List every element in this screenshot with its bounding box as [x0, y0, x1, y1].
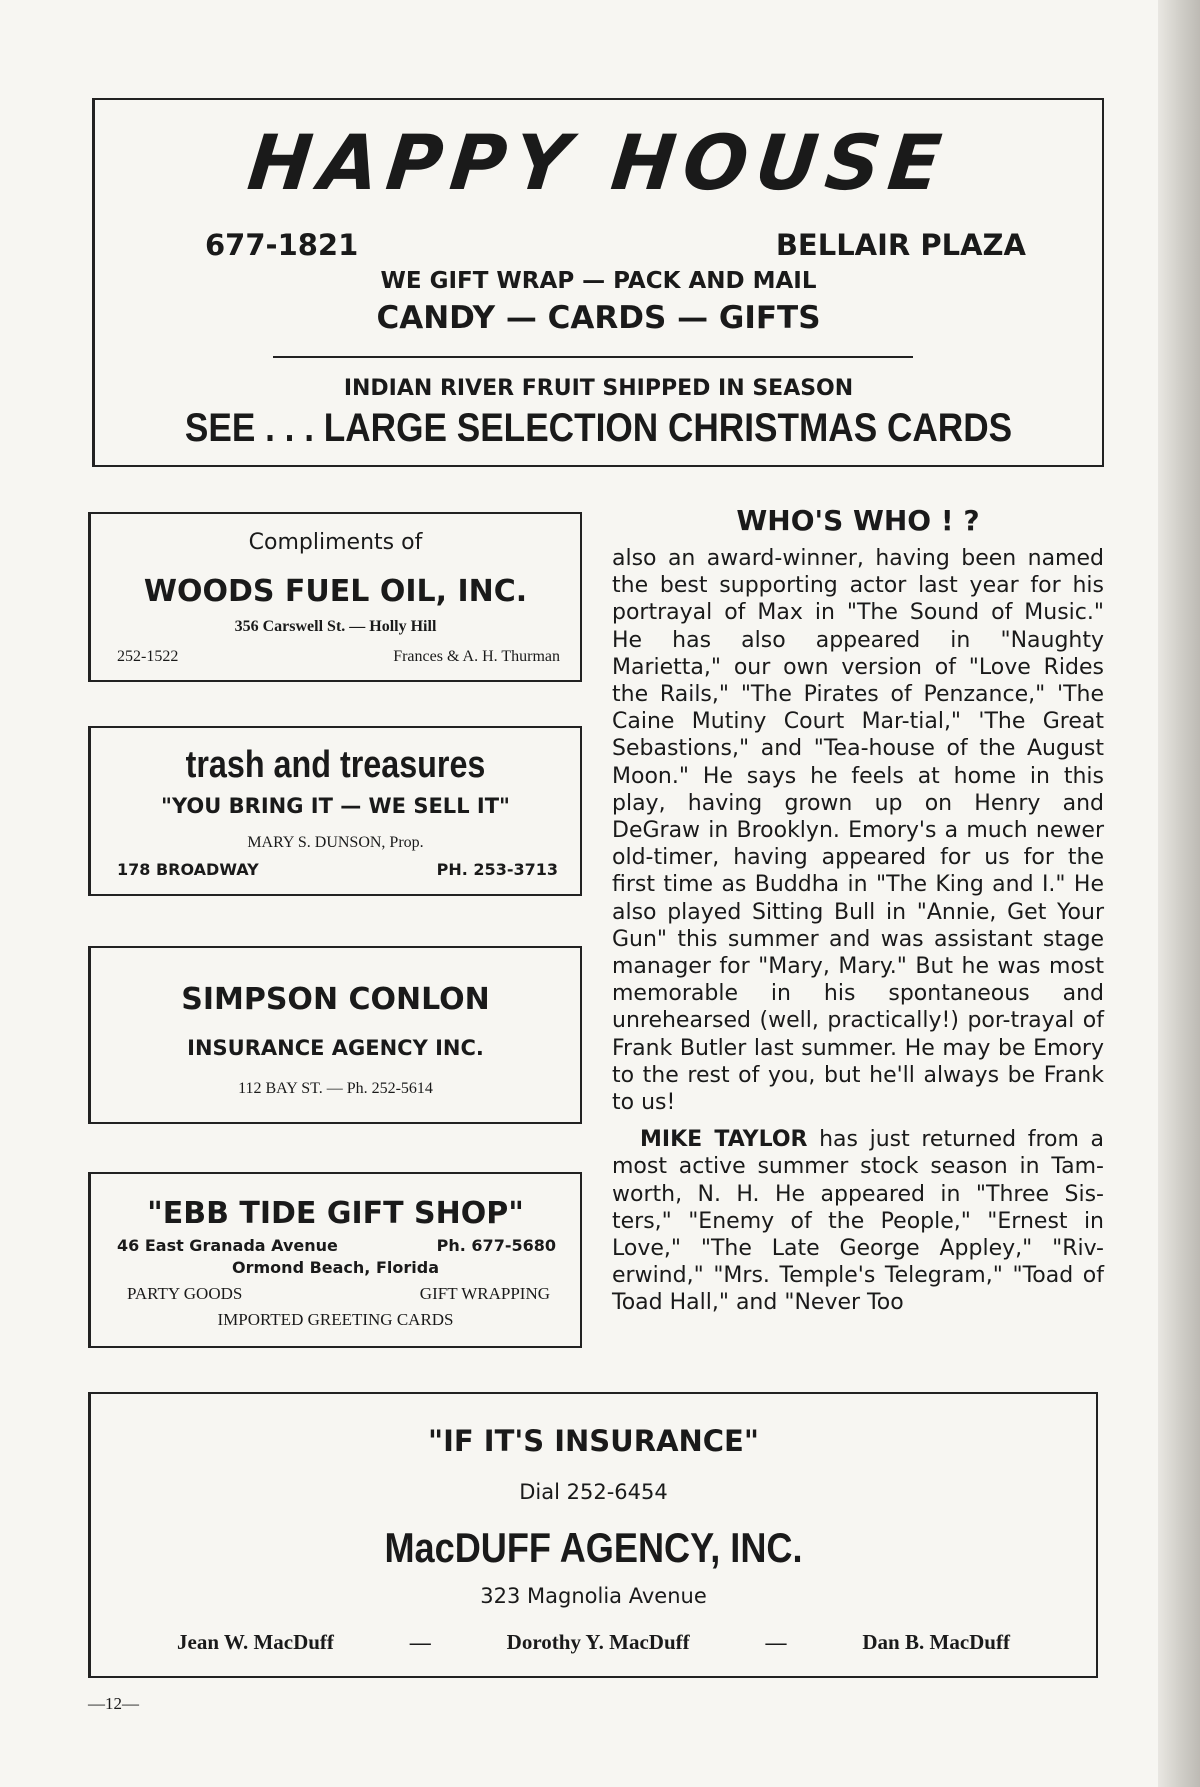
happy-house-ad	[92, 98, 1104, 467]
ebb-tide-items	[127, 1284, 550, 1304]
article-paragraph-1: also an award-winner, having been named the best supporting actor last year for his portrayal of Max in "The Sound of Music." He has also appeared in "Naughty Marietta," our own version of "Love Rides the Rails," "The Pirates of Penzance," 'The Caine Mutiny Court Mar-tial," 'The Great Sebastions," and "Tea-house of the August Moon." He says he feels at home in this play, having grown up on Henry and DeGraw in Brooklyn. Emory's a much newer old-timer, having appeared for us for the first time as Buddha in "The King and I." He also played Sitting Bull in "Annie, Get Your Gun" this summer and was assistant stage manager for "Mary, Mary." But he was most memorable in his spontaneous and unrehearsed (well, practically!) por-trayal of Frank Butler last summer. He may be Emory to the rest of you, but he'll always be Frank to us!	[612, 546, 1104, 1116]
woods-intro: Compliments of	[248, 530, 423, 555]
trash-prop: MARY S. DUNSON, Prop.	[247, 834, 424, 851]
simpson-sub: INSURANCE AGENCY INC.	[187, 1036, 484, 1060]
simpson-address: 112 BAY ST. — Ph. 252-5614	[238, 1080, 433, 1097]
happy-house-cards: SEE . . . LARGE SELECTION CHRISTMAS CARDS	[184, 406, 1013, 450]
woods-footer	[117, 648, 560, 666]
macduff-people	[177, 1630, 1010, 1655]
happy-house-products: CANDY — CARDS — GIFTS	[376, 300, 821, 336]
ebb-tide-phone: Ph. 677-5680	[436, 1236, 556, 1255]
macduff-separator: —	[765, 1630, 787, 1654]
happy-house-title: HAPPY HOUSE	[243, 118, 954, 207]
simpson-conlon-ad	[88, 946, 582, 1124]
trash-slogan: "YOU BRING IT — WE SELL IT"	[161, 794, 510, 818]
article-name-mike-taylor: MIKE TAYLOR	[640, 1127, 808, 1153]
macduff-headline: "IF IT'S INSURANCE"	[428, 1424, 759, 1458]
article-heading: WHO'S WHO ! ?	[736, 504, 980, 537]
simpson-name: SIMPSON CONLON	[181, 982, 490, 1017]
ebb-tide-city: Ormond Beach, Florida	[232, 1258, 439, 1277]
happy-house-fruit: INDIAN RIVER FRUIT SHIPPED IN SEASON	[343, 376, 854, 401]
trash-footer	[117, 860, 558, 879]
page-edge	[1158, 0, 1200, 1787]
happy-house-location: BELLAIR PLAZA	[775, 228, 1026, 262]
macduff-separator: —	[409, 1630, 431, 1654]
woods-address: 356 Carswell St. — Holly Hill	[234, 618, 437, 635]
macduff-agency-ad	[88, 1392, 1098, 1678]
ebb-tide-item-gift: GIFT WRAPPING	[419, 1284, 550, 1303]
macduff-person-jean: Jean W. MacDuff	[177, 1630, 334, 1654]
woods-owners: Frances & A. H. Thurman	[393, 648, 560, 665]
woods-name: WOODS FUEL OIL, INC.	[143, 574, 528, 609]
ebb-tide-item-cards: IMPORTED GREETING CARDS	[217, 1310, 454, 1329]
ebb-tide-item-party: PARTY GOODS	[127, 1284, 243, 1303]
article-paragraph-2	[612, 1126, 1104, 1316]
happy-house-services: WE GIFT WRAP — PACK AND MAIL	[380, 268, 817, 294]
ebb-tide-contact	[117, 1236, 556, 1255]
ebb-tide-ad	[88, 1172, 582, 1348]
happy-house-divider	[273, 356, 913, 358]
woods-phone: 252-1522	[117, 648, 179, 665]
trash-phone: PH. 253-3713	[436, 860, 558, 879]
ebb-tide-name: "EBB TIDE GIFT SHOP"	[147, 1196, 524, 1231]
happy-house-phone: 677-1821	[205, 228, 359, 262]
page-number: —12—	[88, 1694, 139, 1713]
macduff-person-dan: Dan B. MacDuff	[862, 1630, 1010, 1654]
article-paragraph-2-text: has just returned from a most active summer stock season in Tam-worth, N. H. He appeared in "Three Sis-ters," "Enemy of the People," "Ernest in Love," "The Late George Appley," "Riv-erwind," "Mrs. Temple's Telegram," "Toad of Toad Hall," and "Never Too	[612, 1127, 1104, 1316]
woods-fuel-ad	[88, 512, 582, 682]
macduff-name: MacDUFF AGENCY, INC.	[384, 1524, 803, 1571]
trash-name: trash and treasures	[185, 744, 486, 786]
macduff-address: 323 Magnolia Avenue	[480, 1584, 707, 1608]
trash-address: 178 BROADWAY	[117, 860, 259, 879]
trash-treasures-ad	[88, 726, 582, 896]
whos-who-article	[612, 500, 1104, 1317]
macduff-person-dorothy: Dorothy Y. MacDuff	[506, 1630, 690, 1654]
ebb-tide-address: 46 East Granada Avenue	[117, 1236, 338, 1255]
happy-house-contact-row	[205, 228, 1026, 262]
macduff-dial: Dial 252-6454	[519, 1480, 668, 1504]
